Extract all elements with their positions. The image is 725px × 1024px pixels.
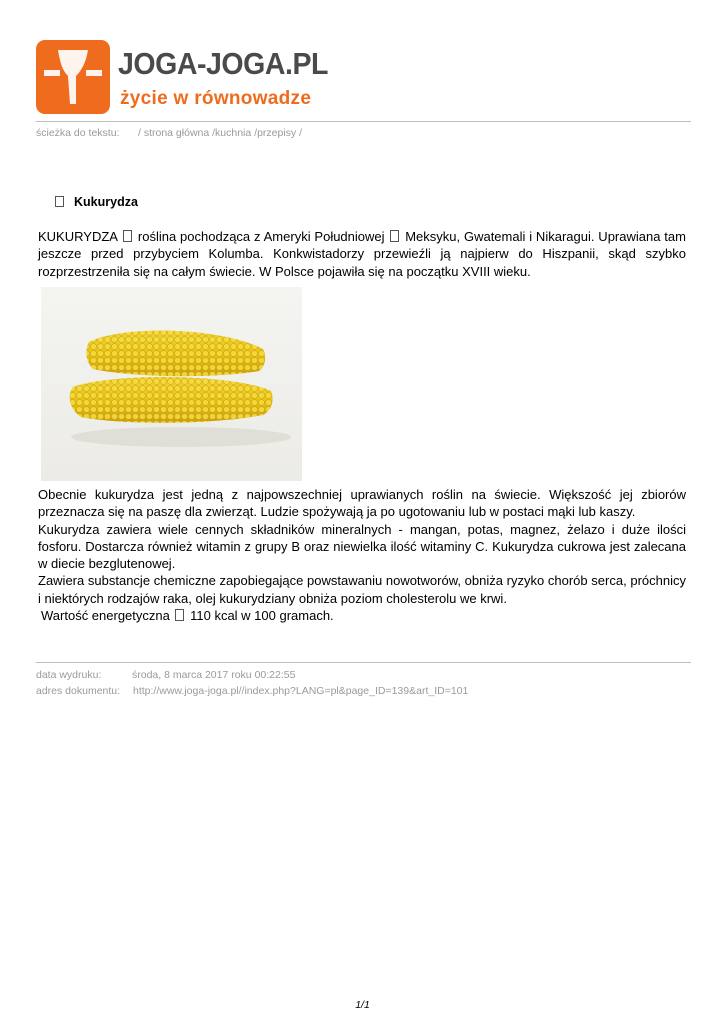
energy-value [38, 607, 686, 624]
intro-paragraph [38, 228, 686, 280]
page-number: 1/1 [355, 999, 370, 1011]
intro-part-2: roślina pochodząca z Ameryki Południowej [137, 229, 385, 244]
missing-glyph-icon [123, 230, 132, 242]
breadcrumb [36, 127, 303, 139]
document-address-link[interactable]: http://www.joga-joga.pl//index.php?LANG=pl&page_ID=139&art_ID=101 [133, 685, 469, 697]
intro-part-1: KUKURYDZA [38, 229, 118, 244]
details-line-1: Obecnie kukurydza jest jedną z najpowszechniej uprawianych roślin na świecie. Większość jej zbiorów przeznacza się na paszę dla zwierząt. Ludzie spożywają ja po ugotowaniu lub w postaci mąki lub kaszy. [38, 487, 686, 520]
header-divider [36, 121, 691, 122]
details-paragraph [38, 486, 686, 624]
breadcrumb-path[interactable]: / strona główna /kuchnia /przepisy / [138, 127, 303, 139]
missing-glyph-icon [390, 230, 399, 242]
print-date-label: data wydruku: [36, 669, 102, 681]
corn-photo [41, 287, 302, 481]
missing-glyph-icon [175, 609, 184, 621]
intro-part-3: Meksyku, Gwatemali i Nikaragui. Uprawiana tam jeszcze przed przybyciem Kolumba. Konkwistadorzy przewieźli ją najpierw do Hiszpanii, skąd szybko rozprzestrzeniła się na całym świecie. W Polsce pojawiła się na początku XVIII wieku. [38, 229, 686, 279]
breadcrumb-label: ścieżka do tekstu: [36, 127, 120, 139]
energy-label: Wartość energetyczna [41, 608, 170, 624]
details-line-3: Zawiera substancje chemiczne zapobiegające powstawaniu nowotworów, obniża ryzyko chorób serca, próchnicy i niektórych rodzajów raka, olej kukurydziany obniża poziom cholesterolu we krwi. [38, 573, 686, 606]
footer-divider [36, 662, 691, 663]
joga-logo-icon [36, 40, 110, 114]
energy-amount: 110 kcal w 100 gramach. [190, 608, 334, 624]
logo-title: JOGA-JOGA.PL [118, 46, 329, 81]
details-line-2: Kukurydza zawiera wiele cennych składników mineralnych - mangan, potas, magnez, żelazo i duże ilości fosforu. Dostarcza również witamin z grupy B oraz niewielka ilość witaminy C. Kukurydza cukrowa jest zalecana w diecie bezglutenowej. [38, 521, 686, 572]
site-logo[interactable] [36, 38, 336, 116]
logo-tagline: życie w równowadze [120, 88, 312, 109]
article-title [55, 195, 138, 209]
print-date-value: środa, 8 marca 2017 roku 00:22:55 [132, 669, 296, 681]
missing-glyph-icon [55, 196, 64, 207]
document-address-label: adres dokumentu: [36, 685, 121, 697]
article-title-text: Kukurydza [74, 195, 138, 209]
